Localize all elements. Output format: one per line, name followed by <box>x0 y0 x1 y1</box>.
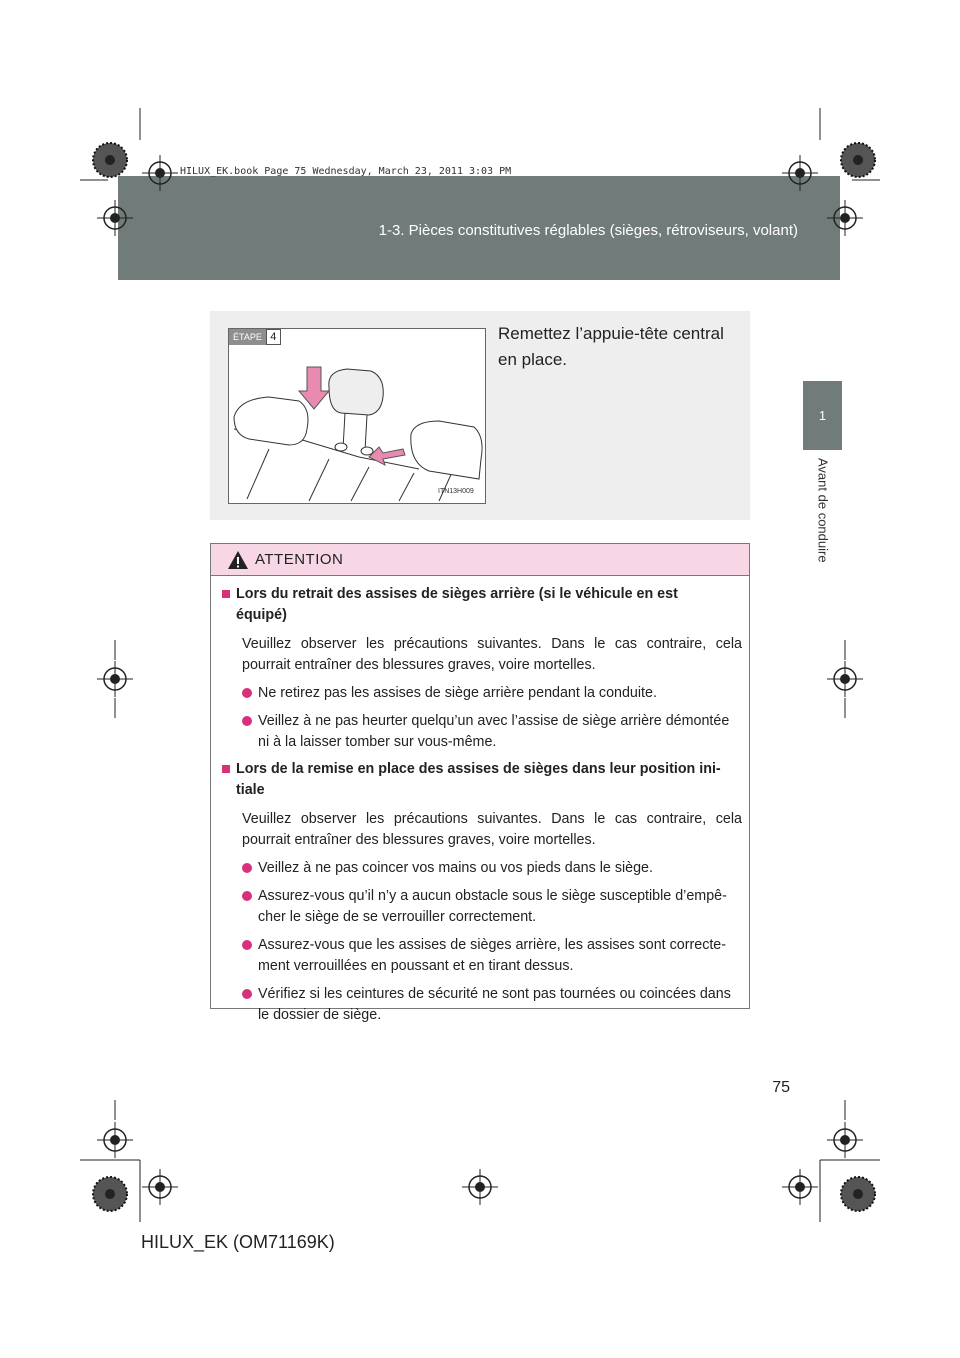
section-heading-line: Lors du retrait des assises de sièges arrière (si le véhicule en est <box>236 586 678 602</box>
section-intro: Veuillez observer les précautions suivantes. Dans le cas contraire, cela pourrait entraîner des blessures graves, voire mortelles. <box>242 636 742 673</box>
book-stamp: HILUX_EK.book Page 75 Wednesday, March 23, 2011 3:03 PM <box>180 166 512 177</box>
section-heading-line: tiale <box>236 782 265 798</box>
chapter-tab[interactable]: 1 <box>803 381 842 450</box>
list-item-text: Assurez-vous que les assises de sièges arrière, les assises sont correcte- ment verrouillées en poussant et en tirant dessus. <box>258 937 727 974</box>
figure-code: ITN13H009 <box>438 488 474 495</box>
list-item-text: Vérifiez si les ceintures de sécurité ne sont pas tournées ou coincées dans le dossier de siège. <box>258 986 731 1023</box>
registration-mark-icon <box>827 661 863 697</box>
section-title: 1-3. Pièces constitutives réglables (sièges, rétroviseurs, volant) <box>378 222 798 239</box>
registration-mark-icon <box>142 1169 178 1205</box>
step-badge-number: 4 <box>266 329 281 345</box>
registration-mark-icon <box>841 1177 875 1211</box>
list-item-text: Veillez à ne pas heurter quelqu’un avec l’assise de siège arrière démontée ni à la laisser tomber sur vous-même. <box>258 713 730 750</box>
registration-mark-icon <box>782 155 818 191</box>
section-heading-line: équipé) <box>236 607 287 623</box>
registration-mark-icon <box>827 1122 863 1158</box>
chapter-label-text: Avant de conduire <box>815 458 830 563</box>
section-intro: Veuillez observer les précautions suivantes. Dans le cas contraire, cela pourrait entraîner des blessures graves, voire mortelles. <box>242 811 742 848</box>
registration-mark-icon <box>93 143 127 177</box>
registration-mark-icon <box>97 661 133 697</box>
registration-mark-icon <box>97 1122 133 1158</box>
list-item-text: Ne retirez pas les assises de siège arrière pendant la conduite. <box>258 685 657 701</box>
step-instruction: Remettez l’appuie-tête central en place. <box>498 324 724 369</box>
section-heading-line: Lors de la remise en place des assises de sièges dans leur position ini- <box>236 761 721 777</box>
registration-mark-icon <box>827 200 863 236</box>
registration-mark-icon <box>142 155 178 191</box>
registration-mark-icon <box>462 1169 498 1205</box>
registration-mark-icon <box>97 200 133 236</box>
warning-title: ATTENTION <box>255 551 344 568</box>
model-code: HILUX_EK (OM71169K) <box>141 1232 335 1252</box>
list-item-text: Veillez à ne pas coincer vos mains ou vos pieds dans le siège. <box>258 860 653 876</box>
registration-mark-icon <box>782 1169 818 1205</box>
registration-mark-icon <box>841 143 875 177</box>
page-number: 75 <box>772 1079 790 1096</box>
step-badge-label: ÉTAPE <box>229 329 266 345</box>
registration-mark-icon <box>93 1177 127 1211</box>
list-item-text: Assurez-vous qu’il n’y a aucun obstacle sous le siège susceptible d’empê- cher le siège de se verrouiller correctement. <box>258 888 727 925</box>
